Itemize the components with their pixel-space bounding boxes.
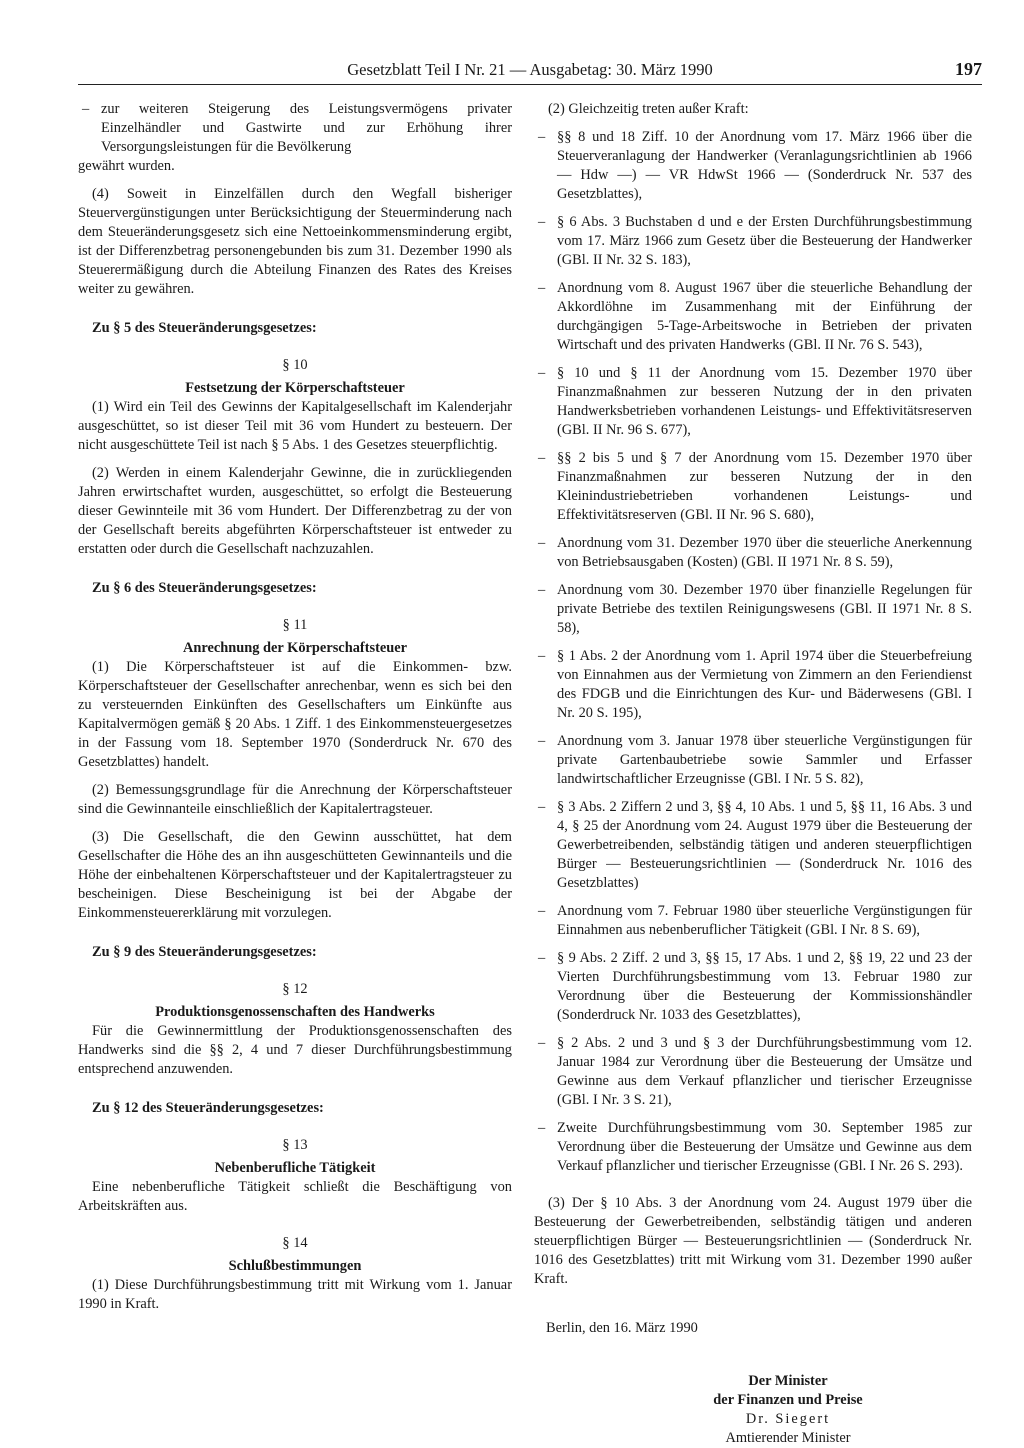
- dash-bullet: –: [538, 450, 546, 466]
- page-number: 197: [955, 59, 982, 79]
- section-10-number: § 10: [282, 357, 308, 373]
- dash-bullet: –: [538, 733, 546, 749]
- list-item: [534, 902, 972, 940]
- section-10-title: Festsetzung der Körperschaftsteuer: [185, 380, 405, 396]
- list-item: [534, 449, 972, 525]
- signature-block: [534, 1372, 972, 1448]
- list-item: [534, 1034, 972, 1110]
- section-13-number: § 13: [282, 1137, 308, 1153]
- list-item: [534, 1119, 972, 1176]
- list-item: [534, 279, 972, 355]
- section-13-title: Nebenberufliche Tätigkeit: [214, 1160, 376, 1176]
- list-item-text: Anordnung vom 3. Januar 1978 über steuerliche Vergünstigungen für private Gartenbaubetriebe sowie Sammler und Erfasser landwirtschaftlicher Erzeugnisse (GBl. I Nr. 5 S. 82),: [557, 733, 972, 787]
- list-item-text: § 10 und § 11 der Anordnung vom 15. Dezember 1970 über Finanzmaßnahmen zur besseren Nutzung der in den privaten Handwerksbetrieben vorhandenen Leistungs- und Effektivitätsreserven (GBl. II Nr. 96 S. 677),: [557, 365, 972, 438]
- dash-bullet: –: [538, 582, 546, 598]
- intro-continuation: gewährt wurden.: [78, 158, 175, 174]
- dash-bullet: –: [538, 129, 546, 145]
- paragraph-4: (4) Soweit in Einzelfällen durch den Wegfall bisheriger Steuervergünstigungen unter Berücksichtigung der Steuerminderung nach dem Steueränderungsgesetz sich eine Nettoeinkommensminderung ergibt, ist der Differenzbetrag personengebunden bis zum 31. Dezember 1990 als Steuerermäßigung durch die Abteilung Finanzen des Rates des Kreises weiter zu gewähren.: [78, 186, 512, 297]
- list-item-text: Anordnung vom 7. Februar 1980 über steuerliche Vergünstigungen für Einnahmen aus nebenberuflicher Tätigkeit (GBl. I Nr. 8 S. 69),: [557, 903, 972, 938]
- dash-bullet: –: [538, 365, 546, 381]
- section-14-number: § 14: [282, 1235, 308, 1251]
- section-13-p1: Eine nebenberufliche Tätigkeit schließt die Beschäftigung von Arbeitskräften aus.: [78, 1179, 512, 1214]
- page-header: [78, 58, 982, 85]
- right-column: [534, 100, 972, 1448]
- dash-bullet: –: [538, 280, 546, 296]
- intro-dash-text: zur weiteren Steigerung des Leistungsvermögens privater Einzelhändler und Gastwirte und zur Erhöhung ihrer Versorgungsleistungen für die Bevölkerung: [101, 101, 512, 155]
- dash-bullet: –: [538, 903, 546, 919]
- dash-bullet: –: [538, 535, 546, 551]
- list-item-text: § 2 Abs. 2 und 3 und § 3 der Durchführungsbestimmung vom 12. Januar 1984 zur Verordnung über die Besteuerung der Umsätze und Gewinne aus dem Verkauf pflanzlicher und tierischer Erzeugnisse (GBl. I Nr. 3 S. 21),: [557, 1035, 972, 1108]
- list-item-text: Anordnung vom 8. August 1967 über die steuerliche Behandlung der Akkordlöhne im Zusammenhang mit der Einführung der durchgängigen 5-Tage-Arbeitswoche in Betrieben der privaten Wirtschaft und des privaten Handwerks (GBl. II Nr. 76 S. 543),: [557, 280, 972, 353]
- list-item: [534, 364, 972, 440]
- section-14-p1: (1) Diese Durchführungsbestimmung tritt mit Wirkung vom 1. Januar 1990 in Kraft.: [78, 1277, 512, 1312]
- dash-bullet: –: [538, 950, 546, 966]
- section-10-p1: (1) Wird ein Teil des Gewinns der Kapitalgesellschaft im Kalenderjahr ausgeschüttet, so ist dieser Teil mit 36 vom Hundert zu besteuern. Der nicht ausgeschüttete Teil ist nach § 5 Abs. 1 des Gesetzes steuerpflichtig.: [78, 399, 512, 453]
- list-item-text: §§ 2 bis 5 und § 7 der Anordnung vom 15. Dezember 1970 über Finanzmaßnahmen zur besseren Nutzung der in den Kleinindustriebetrieben vorhandenen Leistungs- und Effektivitätsreserven (GBl. II Nr. 96 S. 680),: [557, 450, 972, 523]
- list-item: [534, 798, 972, 893]
- list-item: [534, 128, 972, 204]
- paragraph-2-intro: (2) Gleichzeitig treten außer Kraft:: [548, 101, 749, 117]
- zu-section-9-heading: Zu § 9 des Steueränderungsgesetzes:: [92, 944, 317, 960]
- list-item-text: Zweite Durchführungsbestimmung vom 30. September 1985 zur Verordnung über die Besteuerung der Umsätze und Gewinne aus dem Verkauf pflanzlicher und tierischer Erzeugnisse (GBl. I Nr. 26 S. 293).: [557, 1120, 972, 1174]
- signature-line-1: Der Minister: [748, 1373, 828, 1389]
- intro-dash-item: [78, 100, 512, 157]
- signatory-name: Dr. Siegert: [745, 1411, 831, 1427]
- zu-section-12-heading: Zu § 12 des Steueränderungsgesetzes:: [92, 1100, 324, 1116]
- list-item-text: § 3 Abs. 2 Ziffern 2 und 3, §§ 4, 10 Abs. 1 und 5, §§ 11, 16 Abs. 3 und 4, § 25 der Anordnung vom 24. August 1979 über die Besteuerung der Gewerbetreibenden, selbständig tätigen und anderen steuerpflichtigen Bürger — Besteuerungsrichtlinien — (Sonderdruck Nr. 1016 des Gesetzblattes): [557, 799, 972, 891]
- section-12-number: § 12: [282, 981, 308, 997]
- section-11-title: Anrechnung der Körperschaftsteuer: [182, 640, 408, 656]
- section-10-p2: (2) Werden in einem Kalenderjahr Gewinne, die in zurückliegenden Jahren erwirtschaftet wurden, ausgeschüttet, so erfolgt die Besteuerung dieser Gewinnteile mit 36 vom Hundert. Der Differenzbetrag zu der von der Gesellschaft bereits abgeführten Körperschaftsteuer ist entweder zu erstatten oder durch die Gesellschaft nachzuzahlen.: [78, 465, 512, 557]
- zu-section-5-heading: Zu § 5 des Steueränderungsgesetzes:: [92, 320, 317, 336]
- list-item: [534, 949, 972, 1025]
- list-item: [534, 534, 972, 572]
- list-item-text: § 6 Abs. 3 Buchstaben d und e der Ersten Durchführungsbestimmung vom 17. März 1966 zum Gesetz über die Besteuerung der Handwerker (GBl. II Nr. 32 S. 183),: [557, 214, 972, 268]
- list-item: [534, 213, 972, 270]
- section-11-p1: (1) Die Körperschaftsteuer ist auf die Einkommen- bzw. Körperschaftsteuer der Gesellschafter anrechenbar, wenn es sich bei den zu versteuernden Einkünften des Gesellschafters um Einkünfte aus Kapitalvermögen gemäß § 20 Abs. 1 Ziff. 1 des Einkommensteuergesetzes in der Fassung vom 18. September 1970 (Sonderdruck Nr. 670 des Gesetzblattes) handelt.: [78, 659, 512, 770]
- section-12-title: Produktionsgenossenschaften des Handwerks: [155, 1004, 435, 1020]
- list-item-text: § 1 Abs. 2 der Anordnung vom 1. April 1974 über die Steuerbefreiung von Einnahmen aus der Vermietung von Zimmern an den Feriendienst des FDGB und die Einrichtungen des Kur- und Bäderwesens (GBl. I Nr. 20 S. 195),: [557, 648, 972, 721]
- list-item: [534, 732, 972, 789]
- dash-bullet: –: [538, 214, 546, 230]
- dash-bullet: –: [538, 1120, 546, 1136]
- paragraph-3: (3) Der § 10 Abs. 3 der Anordnung vom 24. August 1979 über die Besteuerung der Gewerbetreibenden, selbständig tätigen und anderen steuerpflichtigen Bürger — Besteuerungsrichtlinien — (Sonderdruck Nr. 1016 des Gesetzblattes) tritt mit Wirkung vom 31. Dezember 1990 außer Kraft.: [534, 1195, 972, 1287]
- dash-bullet: –: [82, 101, 90, 117]
- dash-bullet: –: [538, 1035, 546, 1051]
- list-item-text: § 9 Abs. 2 Ziff. 2 und 3, §§ 15, 17 Abs. 1 und 2, §§ 19, 22 und 23 der Vierten Durchführungsbestimmung vom 13. Februar 1980 zur Verordnung über die Besteuerung der Kommissionshändler (Sonderdruck Nr. 1033 des Gesetzblattes),: [557, 950, 972, 1023]
- signatory-role: Amtierender Minister: [725, 1430, 851, 1446]
- list-item-text: Anordnung vom 31. Dezember 1970 über die steuerliche Anerkennung von Betriebsausgaben (Kosten) (GBl. II 1971 Nr. 8 S. 59),: [557, 535, 972, 570]
- list-item-text: Anordnung vom 30. Dezember 1970 über finanzielle Regelungen für private Betriebe des textilen Reinigungswesens (GBl. II 1971 Nr. 8 S. 58),: [557, 582, 972, 636]
- place-date: Berlin, den 16. März 1990: [546, 1320, 698, 1336]
- list-item: [534, 581, 972, 638]
- section-12-p1: Für die Gewinnermittlung der Produktionsgenossenschaften des Handwerks sind die §§ 2, 4 und 7 dieser Durchführungsbestimmung entsprechend anzuwenden.: [78, 1023, 512, 1077]
- list-item: [534, 647, 972, 723]
- left-column: [78, 100, 512, 1314]
- signature-line-2: der Finanzen und Preise: [713, 1392, 863, 1408]
- list-item-text: §§ 8 und 18 Ziff. 10 der Anordnung vom 17. März 1966 über die Steuerveranlagung der Handwerker (Veranlagungsrichtlinien ab 1966 — Hdw —) — VR HdwSt 1966 — (Sonderdruck Nr. 537 des Gesetzblattes),: [557, 129, 972, 202]
- repealed-list: [534, 128, 972, 1176]
- zu-section-6-heading: Zu § 6 des Steueränderungsgesetzes:: [92, 580, 317, 596]
- dash-bullet: –: [538, 648, 546, 664]
- section-14-title: Schlußbestimmungen: [228, 1258, 362, 1274]
- dash-bullet: –: [538, 799, 546, 815]
- section-11-p3: (3) Die Gesellschaft, die den Gewinn ausschüttet, hat dem Gesellschafter die Höhe des an ihn ausgeschütteten Gewinnanteils und die Höhe der einbehaltenen Körperschaftsteuer und der Kapitalertragsteuer zu bescheinigen. Diese Bescheinigung ist bei der Abgabe der Einkommensteuererklärung mit vorzulegen.: [78, 829, 512, 921]
- section-11-p2: (2) Bemessungsgrundlage für die Anrechnung der Körperschaftsteuer sind die Gewinnanteile einschließlich der Kapitalertragsteuer.: [78, 782, 512, 817]
- section-11-number: § 11: [282, 617, 308, 633]
- gazette-title: Gesetzblatt Teil I Nr. 21 — Ausgabetag: 30. März 1990: [347, 60, 713, 79]
